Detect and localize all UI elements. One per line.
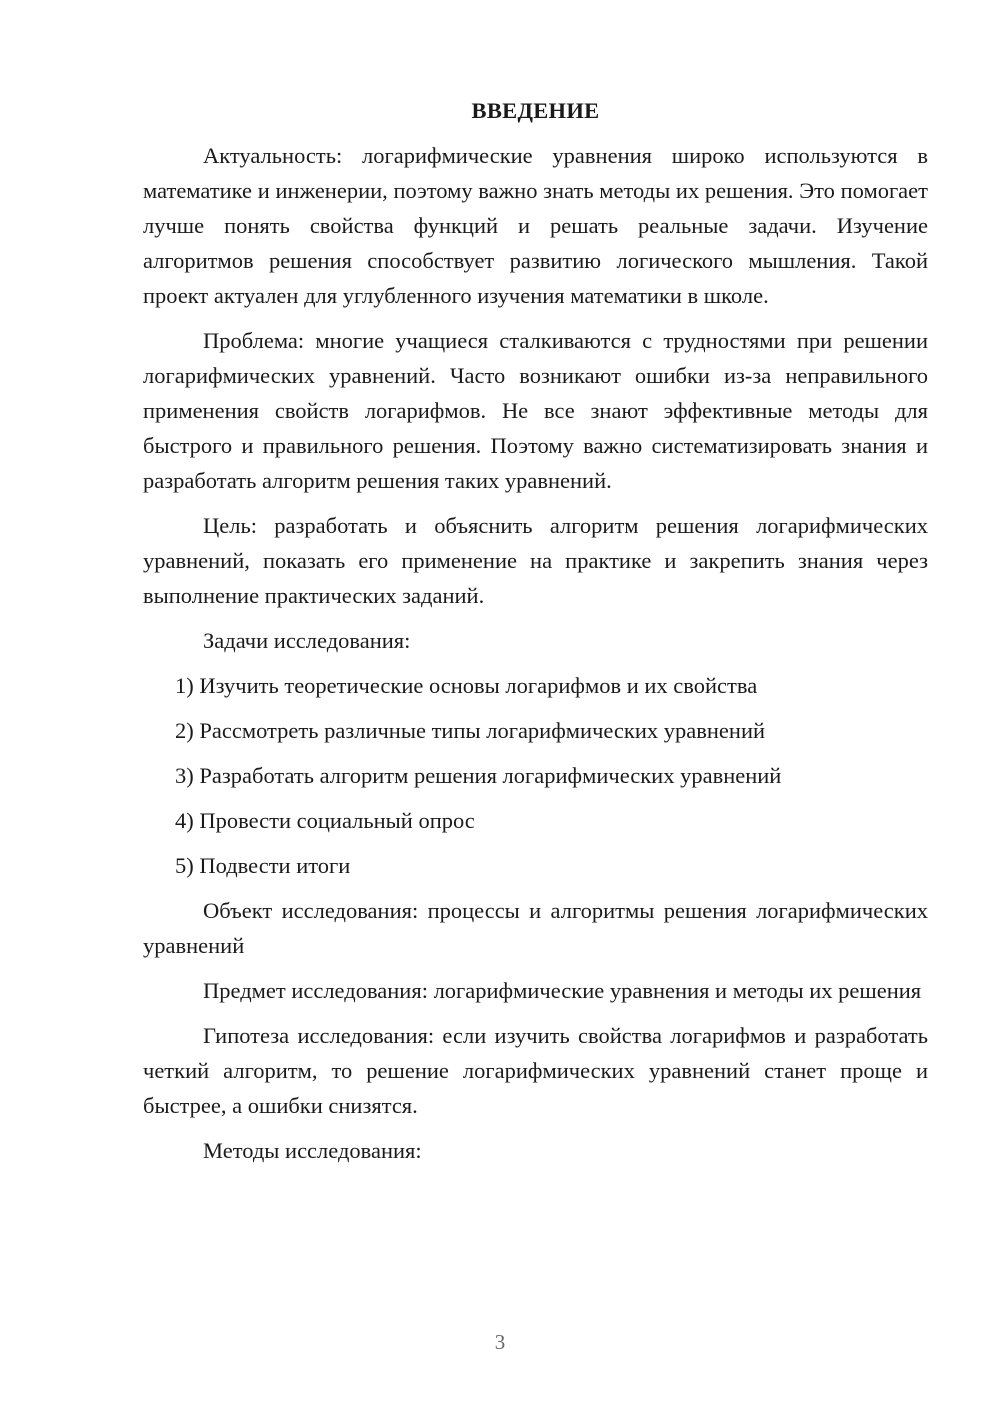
methods-heading: Методы исследования: [203,1138,422,1163]
task-item: 5) Подвести итоги [175,853,351,878]
task-item: 3) Разработать алгоритм решения логарифмических уравнений [175,763,782,788]
problem-paragraph: Проблема: многие учащиеся сталкиваются с трудностями при решении логарифмических уравнений. Часто возникают ошибки из-за неправильного применения свойств логарифмов. Не все знают эффективные методы для быстрого и правильного решения. Поэтому важно систематизировать знания и разработать алгоритм решения таких уравнений. [143,328,928,493]
tasks-heading: Задачи исследования: [203,628,411,653]
task-item: 4) Провести социальный опрос [175,808,475,833]
subject-paragraph: Предмет исследования: логарифмические уравнения и методы их решения [203,978,922,1003]
goal-paragraph: Цель: разработать и объяснить алгоритм решения логарифмических уравнений, показать его применение на практике и закрепить знания через выполнение практических заданий. [143,513,928,608]
object-paragraph: Объект исследования: процессы и алгоритмы решения логарифмических уравнений [143,898,928,958]
hypothesis-paragraph: Гипотеза исследования: если изучить свойства логарифмов и разработать четкий алгоритм, то решение логарифмических уравнений станет проще и быстрее, а ошибки снизятся. [143,1023,928,1118]
page-number: 3 [494,1330,506,1354]
task-item: 2) Рассмотреть различные типы логарифмических уравнений [175,718,766,743]
task-item: 1) Изучить теоретические основы логарифмов и их свойства [175,673,758,698]
relevance-paragraph: Актуальность: логарифмические уравнения широко используются в математике и инженерии, поэтому важно знать методы их решения. Это помогает лучше понять свойства функций и решать реальные задачи. Изучение алгоритмов решения способствует развитию логического мышления. Такой проект актуален для углубленного изучения математики в школе. [143,143,928,308]
section-title: ВВЕДЕНИЕ [471,98,600,123]
tasks-list [143,668,928,883]
page-content [143,96,928,1178]
